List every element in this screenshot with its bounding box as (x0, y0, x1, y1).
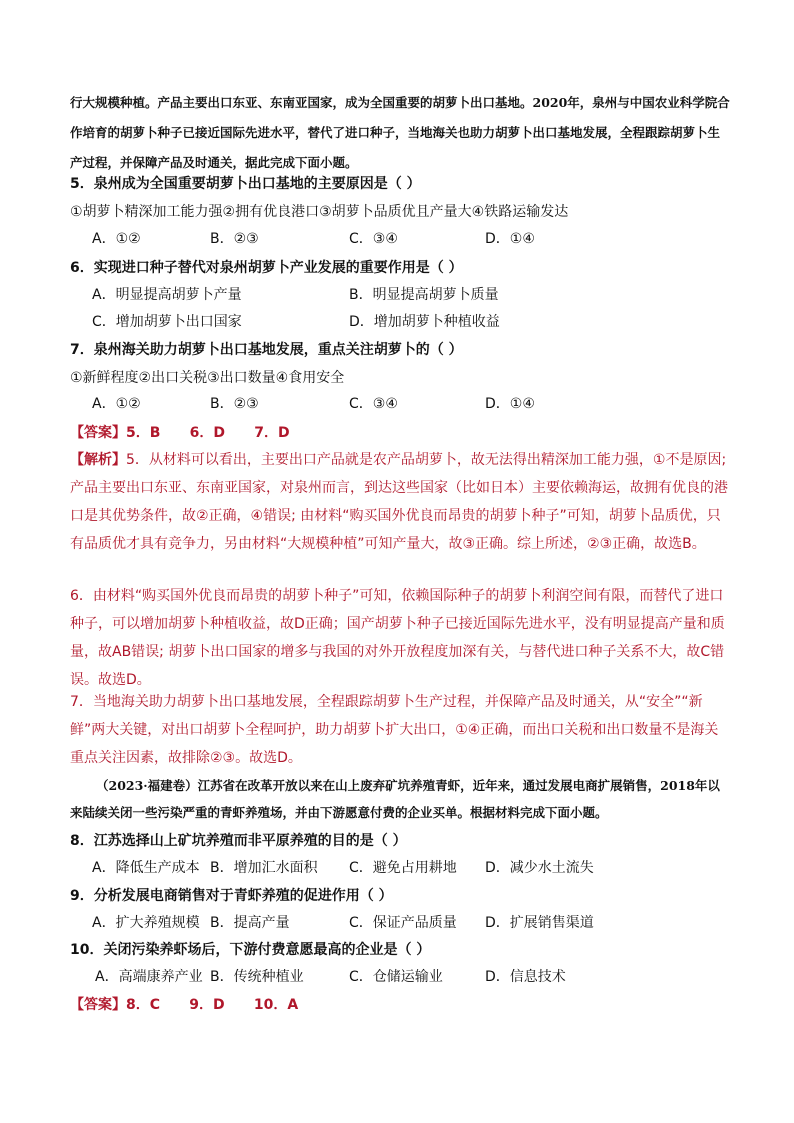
question-6-stem: 6．实现进口种子替代对泉州胡萝卜产业发展的重要作用是（ ） (70, 260, 463, 276)
q6-option-d[interactable]: D．增加胡萝卜种植收益 (349, 314, 500, 330)
answer-block-1 (70, 421, 290, 445)
case-material-2: （2023·福建卷）江苏省在改革开放以来在山上废弃矿坑养殖青虾，近年来，通过发展电商扩展销售，2018年以来陆续关闭一些污染严重的青虾养殖场，并由下游愿意付费的企业买单。根据材料完成下面小题。 (70, 778, 720, 820)
analysis-7: 7．当地海关助力胡萝卜出口基地发展，全程跟踪胡萝卜生产过程，并保障产品及时通关，从“安全”“新鲜”两大关键，对出口胡萝卜全程呵护，助力胡萝卜扩大出口，①④正确，而出口关税和出口数量不是海关重点关注因素，故排除②③。故选D。 (70, 694, 719, 766)
question-9-stem: 9．分析发展电商销售对于青虾养殖的促进作用（ ） (70, 888, 393, 904)
analysis-6: 6．由材料“购买国外优良而昂贵的胡萝卜种子”可知，依赖国际种子的胡萝卜利润空间有限，而替代了进口种子，可以增加胡萝卜种植收益，故D正确；国产胡萝卜种子已接近国际先进水平，没有明显提高产量和质量，故AB错误; 胡萝卜出口国家的增多与我国的对外开放程度加深有关，与替代进口种子关系不大，故C错误。故选D。 (70, 588, 725, 688)
question-5-stem: 5．泉州成为全国重要胡萝卜出口基地的主要原因是（ ） (70, 176, 421, 192)
q5-option-d[interactable]: D．①④ (485, 231, 535, 247)
q8-option-b[interactable]: B．增加汇水面积 (210, 860, 318, 876)
q10-option-c[interactable]: C．仓储运输业 (349, 969, 443, 985)
q10-option-a[interactable]: A．高端康养产业 (95, 969, 203, 985)
q9-option-b[interactable]: B．提高产量 (210, 915, 290, 931)
q9-option-d[interactable]: D．扩展销售渠道 (485, 915, 594, 931)
q7-option-a[interactable]: A．①② (92, 396, 141, 412)
q10-option-b[interactable]: B．传统种植业 (210, 969, 304, 985)
answer-block-2 (70, 993, 298, 1017)
q6-option-a[interactable]: A．明显提高胡萝卜产量 (92, 287, 242, 303)
question-5-items: ①胡萝卜精深加工能力强②拥有优良港口③胡萝卜品质优且产量大④铁路运输发达 (70, 204, 569, 220)
question-7-stem: 7．泉州海关助力胡萝卜出口基地发展，重点关注胡萝卜的（ ） (70, 342, 463, 358)
q5-option-b[interactable]: B．②③ (210, 231, 259, 247)
analysis-tag: 【解析】 (70, 452, 126, 468)
q7-option-d[interactable]: D．①④ (485, 396, 535, 412)
q8-option-a[interactable]: A．降低生产成本 (92, 860, 200, 876)
answer-tag: 【答案】 (70, 425, 126, 441)
answer-text: 5．B 6．D 7．D (126, 425, 290, 441)
q7-option-c[interactable]: C．③④ (349, 396, 398, 412)
intro-paragraph: 行大规模种植。产品主要出口东亚、东南亚国家，成为全国重要的胡萝卜出口基地。2020年，泉州与中国农业科学院合作培育的胡萝卜种子已接近国际先进水平，替代了进口种子，当地海关也助力胡萝卜出口基地发展，全程跟踪胡萝卜生产过程，并保障产品及时通关，据此完成下面小题。 (70, 95, 730, 170)
question-8-stem: 8．江苏选择山上矿坑养殖而非平原养殖的目的是（ ） (70, 833, 407, 849)
q7-option-b[interactable]: B．②③ (210, 396, 259, 412)
q6-option-b[interactable]: B．明显提高胡萝卜质量 (349, 287, 499, 303)
q8-option-c[interactable]: C．避免占用耕地 (349, 860, 457, 876)
q5-option-a[interactable]: A．①② (92, 231, 141, 247)
q9-option-a[interactable]: A．扩大养殖规模 (92, 915, 200, 931)
analysis-5 (70, 446, 730, 558)
question-7-items: ①新鲜程度②出口关税③出口数量④食用安全 (70, 370, 345, 386)
q10-option-d[interactable]: D．信息技术 (485, 969, 566, 985)
q8-option-d[interactable]: D．减少水土流失 (485, 860, 594, 876)
question-10-stem: 10．关闭污染养虾场后，下游付费意愿最高的企业是（ ） (70, 942, 431, 958)
answer-text-2: 8．C 9．D 10．A (126, 997, 299, 1013)
analysis-5-text: 5．从材料可以看出，主要出口产品就是农产品胡萝卜，故无法得出精深加工能力强，①不是原因;产品主要出口东亚、东南亚国家，对泉州而言，到达这些国家（比如日本）主要依赖海运，故拥有优良的港口是其优势条件，故②正确，④错误; 由材料“购买国外优良而昂贵的胡萝卜种子”可知，胡萝卜品质优，只有品质优才具有竞争力，另由材料“大规模种植”可知产量大，故③正确。综上所述，②③正确，故选B。 (70, 452, 728, 552)
answer-tag-2: 【答案】 (70, 997, 126, 1013)
q9-option-c[interactable]: C．保证产品质量 (349, 915, 457, 931)
q6-option-c[interactable]: C．增加胡萝卜出口国家 (92, 314, 242, 330)
q5-option-c[interactable]: C．③④ (349, 231, 398, 247)
